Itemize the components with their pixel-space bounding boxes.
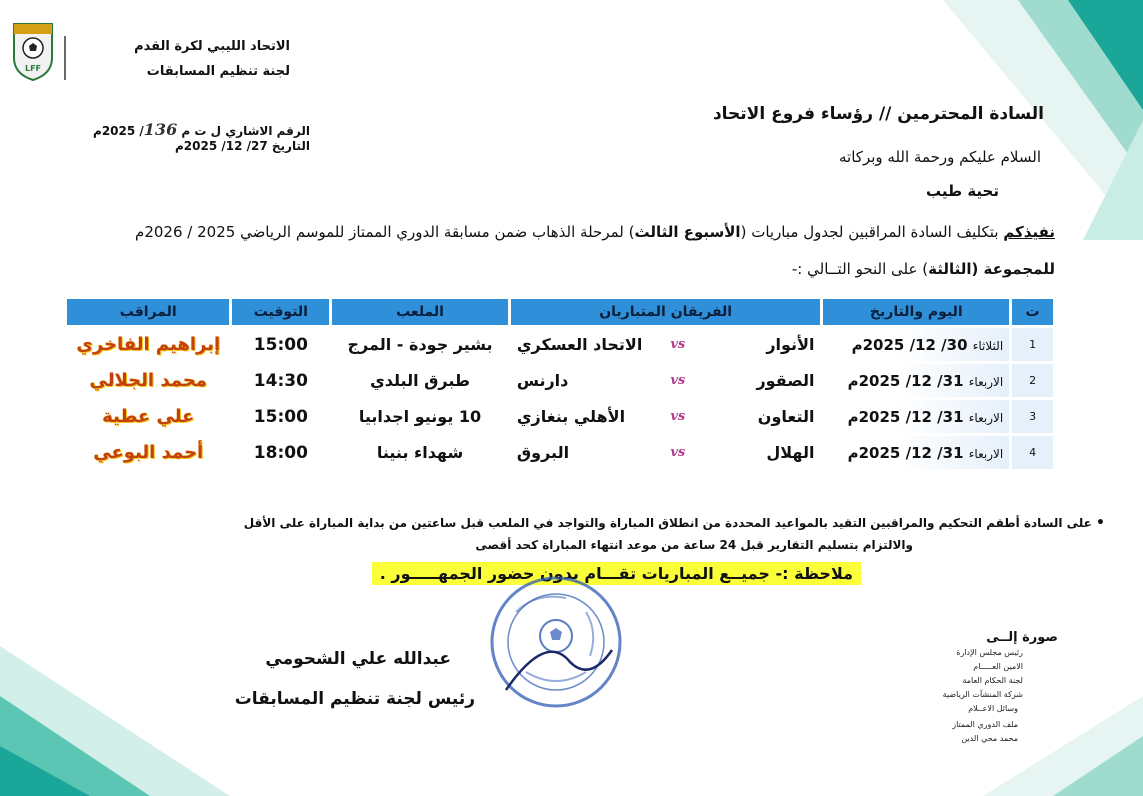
greeting: السلام عليكم ورحمة الله وبركاته [839,148,1041,166]
observer: أحمد البوعي [93,442,204,463]
row-date [823,436,1009,469]
date-value: 27/ 12/ 2025م [174,139,268,153]
row-number: 1 [1012,328,1053,361]
paragraph-lead: نفيذكم [1003,223,1055,241]
header-time: التوقيت [232,299,329,325]
row-day: الثلاثاء [972,338,1004,353]
row-date-value: 31/ 12/ 2025م [847,371,964,390]
reference-label: الرقم الاشاري [225,124,310,138]
cc-item: الامين العـــــام [973,662,1023,671]
stadium: طبرق البلدي [370,371,470,390]
group-name: الثالثة [928,260,972,278]
vs-label: vs [670,409,686,424]
cc-item: محمد محي الدين [961,734,1018,743]
kickoff-time: 14:30 [253,370,308,391]
committee-name: لجنة تنظيم المسابقات [146,64,290,79]
observer: إبراهيم الفاخري [76,334,221,355]
kickoff-time: 15:00 [253,334,308,355]
observer: محمد الجلالي [89,370,207,391]
row-day: الاربعاء [968,410,1004,425]
cc-item: شركة المنشآت الرياضية [942,690,1023,699]
official-stamp-icon [486,572,626,712]
week-label: الأسبوع الثالث [634,223,741,241]
table-row [67,400,1053,433]
remark-highlight: ملاحظة :- جميــع المباريات تقـــام بدون حضور الجمهـــــور . [372,562,861,585]
header-divider [64,36,66,80]
header-teams: الفريقان المتباريان [511,299,821,325]
reference-year: 2025م [93,124,136,138]
row-number: 3 [1012,400,1053,433]
vs-label: vs [670,445,686,460]
header-observer: المراقب [67,299,229,325]
cc-item: ملف الدوري الممتاز [952,720,1018,729]
row-date [823,328,1009,361]
row-date [823,364,1009,397]
away-team: دارنس [516,371,569,390]
table-row [67,328,1053,361]
row-number: 2 [1012,364,1053,397]
row-day: الاربعاء [968,374,1004,389]
table-row [67,436,1053,469]
reference-handwritten: 136 [143,120,178,139]
row-date [823,400,1009,433]
header-number: ت [1012,299,1053,325]
stadium: 10 يونيو اجدابيا [358,407,482,426]
vs-label: vs [670,373,686,388]
signatory-title: رئيس لجنة تنظيم المسابقات [234,689,475,709]
logo-letters: LFF [24,64,42,73]
note-line-1 [244,515,1105,531]
stadium: شهداء بنينا [376,443,464,462]
away-team: الأهلي بنغازي [516,407,626,426]
paragraph-text: بتكليف السادة المراقبين لجدول مباريات ( [740,223,999,241]
table-row [67,364,1053,397]
kickoff-time: 15:00 [253,406,308,427]
away-team: الاتحاد العسكري [516,335,643,354]
greeting-2: تحية طيب [925,182,999,200]
cc-item: وسائل الاعــلام [968,704,1018,713]
kickoff-time: 18:00 [253,442,308,463]
away-team: البروق [516,443,570,462]
row-date-value: 30/ 12/ 2025م [851,335,968,354]
signatory-name: عبدالله علي الشحومي [265,649,451,669]
note-line-2: والالتزام بتسليم التقارير قبل 24 ساعة من موعد انتهاء المباراة كحد أقصى [475,538,913,552]
home-team: التعاون [757,407,815,426]
cc-item: لجنة الحكام العامة [962,676,1023,685]
stadium: بشير جودة - المرج [347,335,493,354]
row-date-value: 31/ 12/ 2025م [847,443,964,462]
home-team: الصقور [756,371,815,390]
row-date-value: 31/ 12/ 2025م [847,407,964,426]
header-date: اليوم والتاريخ [823,299,1009,325]
header-stadium: الملعب [332,299,508,325]
federation-logo [10,18,56,82]
match-schedule-table [64,296,1056,472]
instruction-paragraph [135,223,1055,241]
reference-number: الرقم الاشاري ل ت م 136/ 2025م [93,120,310,139]
note-text-1: على السادة أطقم التحكيم والمراقبين التقيد بالمواعيد المحددة من انطلاق المباراة والتواجد في الملعب قبل ساعتين من بداية المباراة على الأقل [243,516,1092,530]
reference-prefix: ل ت م [181,124,222,138]
addressee: السادة المحترمين // رؤساء فروع الاتحاد [712,104,1044,124]
row-number: 4 [1012,436,1053,469]
org-name: الاتحاد الليبي لكرة القدم [134,39,290,54]
date-label: التاريخ [271,139,310,153]
observer: علي عطية [102,406,195,427]
group-lead: للمجموعة ( [971,260,1055,278]
table-header-row [67,299,1053,325]
paragraph-rest: ) لمرحلة الذهاب ضمن مسابقة الدوري الممتاز للموسم الرياضي 2025 / 2026م [135,223,635,241]
home-team: الهلال [766,443,815,462]
group-rest: ) على النحو التــالي :- [791,260,929,278]
bullet-icon: • [1096,515,1105,531]
row-day: الاربعاء [968,446,1004,461]
cc-item: رئيس مجلس الإدارة [956,648,1023,657]
home-team: الأنوار [766,335,815,354]
cc-title: صورة إلــى [986,630,1058,645]
group-paragraph [792,260,1055,278]
vs-label: vs [670,337,686,352]
letter-date [175,139,310,153]
